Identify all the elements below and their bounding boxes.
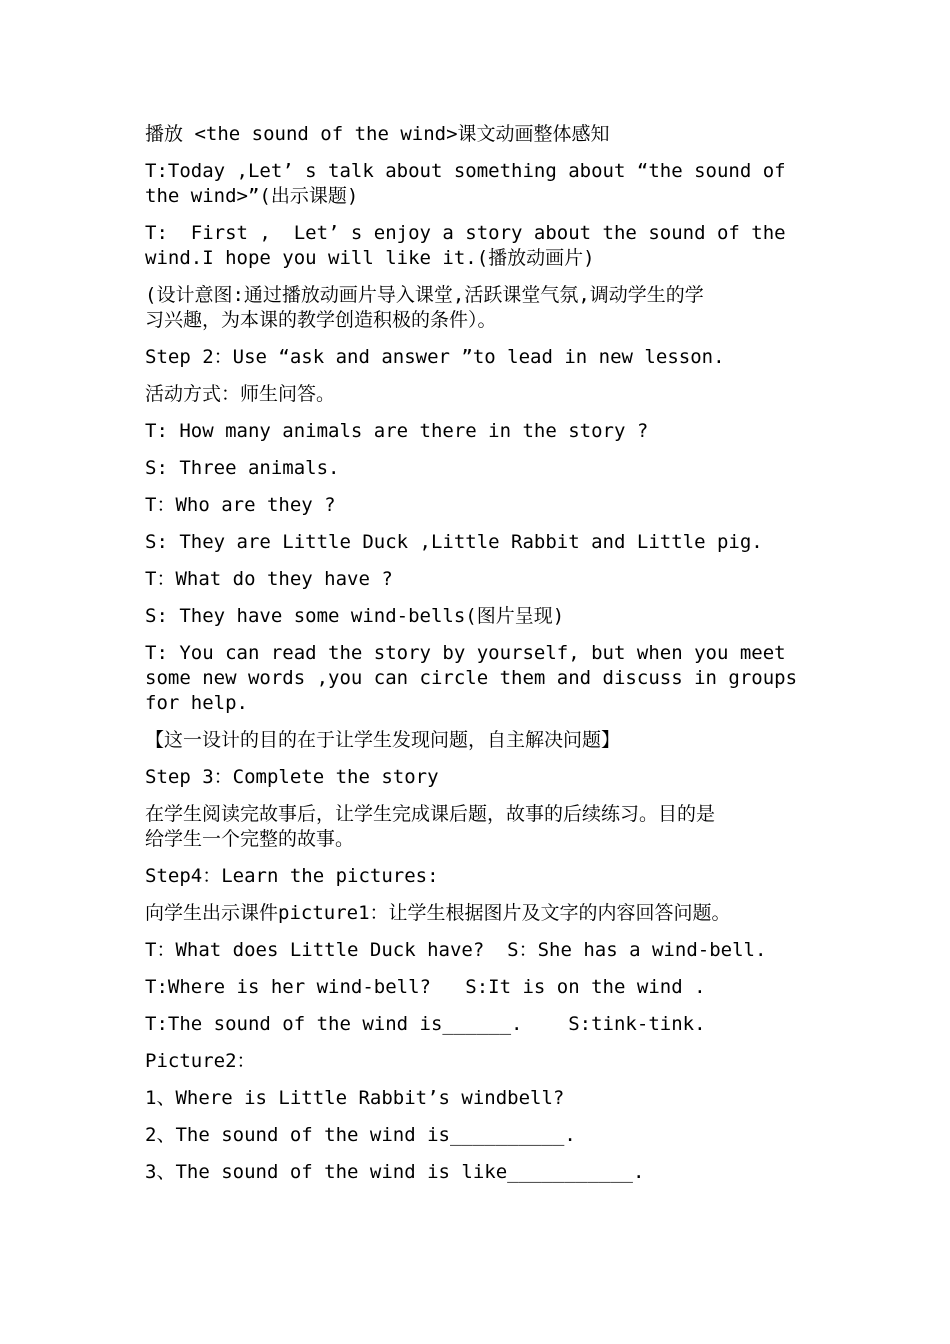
paragraph: T：What does Little Duck have? S：She has a wind-bell. (145, 939, 767, 961)
paragraph: (设计意图:通过播放动画片导入课堂,活跃课堂气氛,调动学生的学 习兴趣，为本课的教学创造积极的条件）。 (145, 284, 704, 331)
paragraph: T：What do they have ? (145, 568, 393, 590)
paragraph: S: They are Little Duck ,Little Rabbit and Little pig. (145, 531, 763, 553)
paragraph: 2、The sound of the wind is__________. (145, 1124, 576, 1146)
paragraph: 3、The sound of the wind is like___________. (145, 1161, 645, 1183)
paragraph: 1、Where is Little Rabbit’s windbell? (145, 1087, 565, 1109)
paragraph: Step 3：Complete the story (145, 766, 439, 788)
paragraph: Picture2： (145, 1050, 256, 1072)
paragraph: S: They have some wind-bells(图片呈现) (145, 605, 565, 627)
paragraph: T: How many animals are there in the story ? (145, 420, 649, 442)
paragraph: T:Today ,Let’ s talk about something about “the sound of the wind>”(出示课题) (145, 160, 786, 207)
paragraph: T:The sound of the wind is______. S:tink-tink. (145, 1013, 706, 1035)
paragraph: T:Where is her wind-bell? S:It is on the wind . (145, 976, 706, 998)
paragraph: T: First , Let’ s enjoy a story about the sound of the wind.I hope you will like it.(播放动画片) (145, 222, 786, 269)
paragraph: 向学生出示课件picture1：让学生根据图片及文字的内容回答问题。 (145, 902, 731, 924)
paragraph: T：Who are they ? (145, 494, 336, 516)
document-page (145, 122, 815, 1197)
paragraph: 【这一设计的目的在于让学生发现问题，自主解决问题】 (145, 729, 621, 751)
paragraph: Step 2：Use “ask and answer ”to lead in new lesson. (145, 346, 725, 368)
paragraph: 活动方式：师生问答。 (145, 383, 336, 405)
paragraph: S: Three animals. (145, 457, 340, 479)
paragraph: Step4：Learn the pictures: (145, 865, 439, 887)
paragraph: 在学生阅读完故事后，让学生完成课后题，故事的后续练习。目的是 给学生一个完整的故事。 (145, 803, 716, 850)
paragraph: 播放 <the sound of the wind>课文动画整体感知 (145, 123, 610, 145)
paragraph: T: You can read the story by yourself, but when you meet some new words ,you can circle them and discuss in groups for help. (145, 642, 798, 714)
